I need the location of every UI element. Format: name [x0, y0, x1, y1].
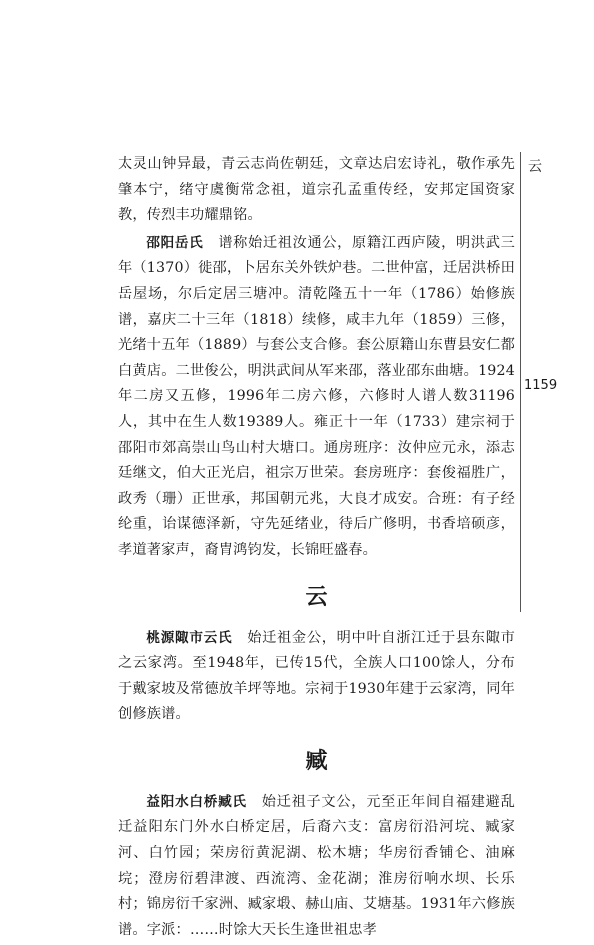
margin-rule — [520, 152, 521, 612]
page-number: 1159 — [524, 378, 558, 393]
text-column — [118, 152, 515, 945]
paragraph-text: 始迁祖子文公，元至正年间自福建避乱迁益阳东门外水白桥定居，后裔六支：富房衍沿河垸、臧家河、白竹园；荣房衍黄泥湖、松木塘；华房衍香铺仑、油麻垸；澄房衍碧津渡、西流湾、金花湖；淮房衍响水坝、长乐村；锦房衍千家洲、臧家塅、赫山庙、艾塘基。1931年六修族谱。字派：……时馀大天长生逢世祖忠孝 — [118, 793, 516, 938]
entry-lead: 桃源陬市云氏 — [146, 629, 233, 646]
entry-paragraph-shaoyang-yue — [118, 231, 515, 564]
section-heading-yun: 云 — [305, 584, 328, 610]
paragraph-text: 谱称始迁祖汝通公，原籍江西庐陵，明洪武三年（1370）徙邵，卜居东关外铁炉巷。二世仲富，迁居洪桥田岳屋场，尔后定居三塘冲。清乾隆五十一年（1786）始修族谱，嘉庆二十三年（1818）续修，咸丰九年（1859）三修，光绪十五年（1889）与套公支合修。套公原籍山东曹县安仁都白黄店。二世俊公，明洪武间从军来邵，落业邵东曲塘。1924年二房又五修，1996年二房六修，六修时人谱人数31196人，其中在生人数19389人。雍正十一年（1733）建宗祠于邵阳市郊高崇山鸟山村大塘口。通房班序：汝仲应元永，添志廷继文，伯大正光启，祖宗万世荣。套房班序：套俊福胜广，政秀（珊）正世承，邦国朝元兆，大良才成安。合班：有子经纶重，诒谋德泽新，守先延绪业，待后广修明，书香培硕彦，孝道著家声，裔胄鸿钧发，长锦旺盛春。 — [118, 234, 515, 558]
entry-paragraph-yiyang-zang — [118, 790, 515, 944]
section-heading-zang: 臧 — [305, 748, 328, 774]
paragraph-text: 始迁祖金公，明中叶自浙江迁于县东陬市之云家湾。至1948年，已传15代，全族人口100馀人，分布于戴家坡及常德放羊坪等地。宗祠于1930年建于云家湾，同年创修族谱。 — [118, 629, 516, 723]
running-head: 云 — [528, 159, 542, 175]
entry-lead: 益阳水白桥臧氏 — [146, 793, 247, 810]
paragraph-text: 太灵山钟异最，青云志尚佐朝廷，文章达启宏诗礼，敬作承先肇本宁，绪守虞衡常念祖，道宗孔孟重传经，安邦定国资家教，传烈丰功耀鼎铭。 — [118, 156, 515, 224]
entry-lead: 邵阳岳氏 — [146, 234, 204, 251]
continuation-paragraph — [118, 152, 515, 229]
entry-paragraph-taoyuan-yun — [118, 626, 515, 728]
